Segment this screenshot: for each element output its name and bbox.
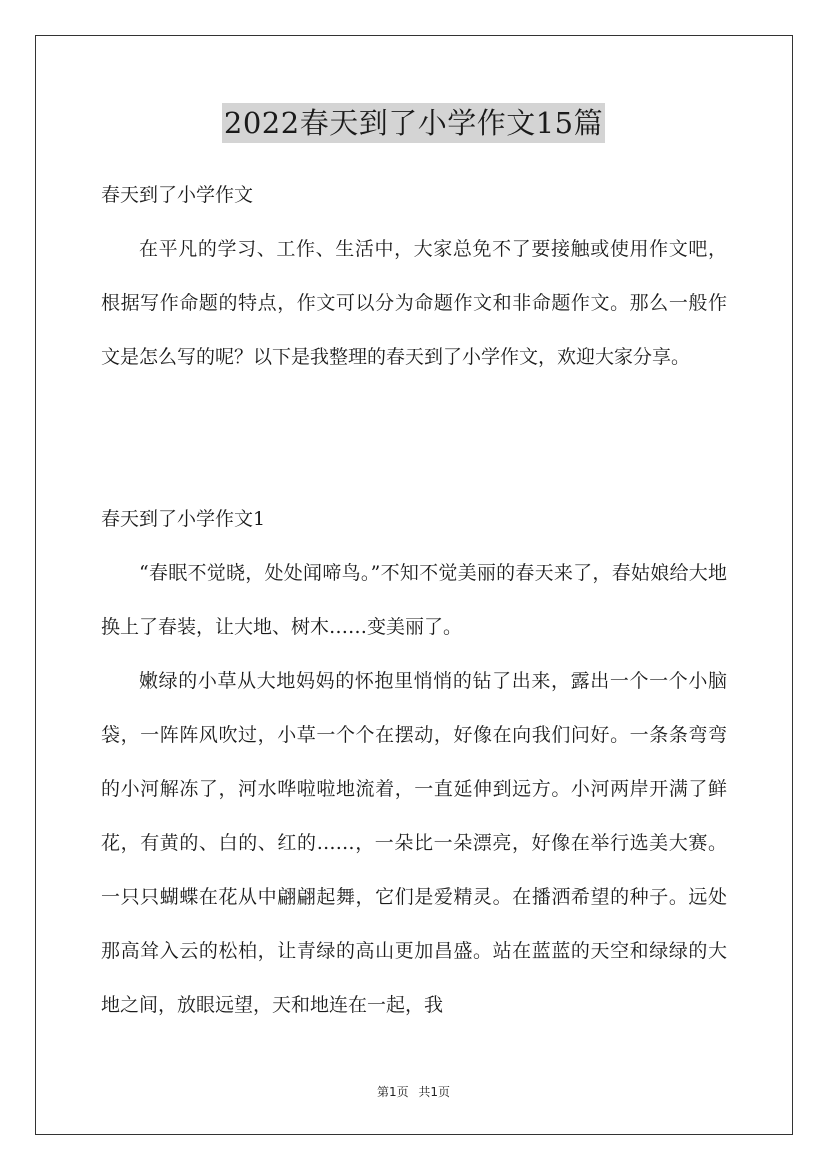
intro-paragraph: 在平凡的学习、工作、生活中，大家总免不了要接触或使用作文吧，根据写作命题的特点，作文可以分为命题作文和非命题作文。那么一般作文是怎么写的呢？以下是我整理的春天到了小学作文，欢迎大家分享。 xyxy=(101,238,727,368)
essay1-paragraph-1: “春眠不觉晓，处处闻啼鸟。”不知不觉美丽的春天来了，春姑娘给大地换上了春装，让大地、树木……变美丽了。 xyxy=(101,562,727,638)
document-title: 2022春天到了小学作文15篇 xyxy=(222,103,605,143)
intro-heading: 春天到了小学作文 xyxy=(101,184,254,206)
essay1-paragraph-2: 嫩绿的小草从大地妈妈的怀抱里悄悄的钻了出来，露出一个一个小脑袋，一阵阵风吹过，小草一个个在摆动，好像在向我们问好。一条条弯弯的小河解冻了，河水哗啦啦地流着，一直延伸到远方。小河两岸开满了鲜花，有黄的、白的、红的……，一朵比一朵漂亮，好像在举行选美大赛。一只只蝴蝶在花从中翩翩起舞，它们是爱精灵。在播洒希望的种子。远处那高耸入云的松柏，让青绿的高山更加昌盛。站在蓝蓝的天空和绿绿的大地之间，放眼远望，天和地连在一起，我 xyxy=(101,670,727,1016)
page-footer xyxy=(0,1083,827,1100)
page-total: 共1页 xyxy=(418,1085,451,1099)
title-container xyxy=(0,103,827,143)
page-number: 第1页 xyxy=(376,1085,409,1099)
essay1-heading: 春天到了小学作文1 xyxy=(101,508,266,530)
